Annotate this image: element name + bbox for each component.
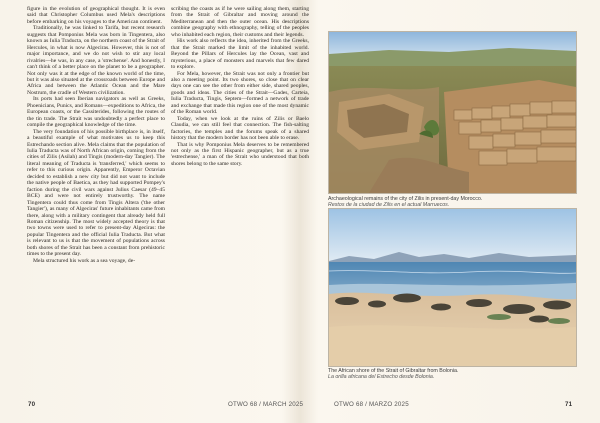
caption-spanish: La orilla africana del Estrecho desde Bolonia. <box>328 374 435 381</box>
caption-english: Archaeological remains of the city of Zilis in present-day Morocco. <box>328 196 483 202</box>
paragraph: figure in the evolution of geographical thought. It is even said that Christopher Columbus used Mela's descriptions before embarking on his voyages to the American continent. <box>27 6 165 25</box>
ruins-photo-caption <box>328 196 578 208</box>
ruins-photo <box>328 31 577 194</box>
paragraph: Today, when we look at the ruins of Zilis or Baelo Claudia, we can still feel that connection. The fish-salting factories, the temples and the forums speak of a shared history that the modern border has not been able to erase. <box>171 115 309 142</box>
paragraph: Traditionally, he was linked to Tarifa, but recent research suggests that Pomponius Mela was born in Tingentera, also known as Iulia Traducta, on the northern coast of the Strait of Hercules, in what is now Algeciras. However, this is not of major importance, and we do not wish to stir any local rivalries—he was, in any case, a 'strechense'. And honestly, I can't think of a better place on the planet to be a geographer. Not only was it at the edge of the known world of the time, but it was also situated at the crossroads between Europe and Africa and between the Atlantic Ocean and the Mare Nostrum, the cradle of Western civilization. <box>27 25 165 96</box>
paragraph: Its ports had seen Iberian navigators as well as Greeks, Phoenicians, Punics, and Romans—expeditions to Africa, the European coasts, or the Cassiterides, following the routes of the tin trade. The Strait was undoubtedly a perfect place to compile the geographical knowledge of the time. <box>27 96 165 129</box>
page-number-right: 71 <box>565 401 573 408</box>
paragraph: His work also reflects the idea, inherited from the Greeks, that the Strait marked the limit of the inhabited world. Beyond the Pillars of Hercules lay the Ocean, vast and mysterious, a place of monsters and marvels that few dared to explore. <box>171 38 309 71</box>
running-head-right: OTWO 68 / MARZO 2025 <box>334 401 409 408</box>
strait-photo <box>328 208 577 367</box>
paragraph: scribing the coasts as if he were sailing along them, starting from the Strait of Gibraltar and moving around the Mediterranean and then the outer ocean. His descriptions combine geography with ethnography, telling of the peoples who inhabited each region, their customs and their legends. <box>171 6 309 38</box>
page-number-left: 70 <box>28 401 36 408</box>
caption-english: The African shore of the Strait of Gibraltar from Bolonia. <box>328 368 459 374</box>
paragraph: The very foundation of his possible birthplace is, in itself, a beautiful example of what motivates us to keep this Estrechando section alive. Mela claims that the population of Iulia Traducta was of North African origin, coming from the cities of Zilis (Asilah) and Tingis (modern-day Tangier). The literal meaning of Traducta is 'transferred,' which seems to refer to this curious origin. Apparently, Emperor Octavian decided to establish a new city but did not want to include the native people of Baetica, as they had supported Pompey's faction during the civil wars against Julius Caesar (49–45 BCE) and were not entirely trustworthy. The name Tingentera could thus come from Tingis Altera ('the other Tangier'), as many of Algeciras' future inhabitants came from there, along with a military contingent that already held full Roman citizenship. The most widely accepted theory is that two towns were used to refer to present-day Algeciras: the popular Tingentera and the official Iulia Traducta. But what is relevant to us is that the movement of populations across both shores of the Strait has been a constant from prehistoric times to the present day. <box>27 128 165 258</box>
left-column-1 <box>27 6 165 398</box>
caption-spanish: Restos de la ciudad de Zilis en el actual Marruecos. <box>328 202 450 209</box>
running-head-left: OTWO 68 / MARCH 2025 <box>228 401 304 408</box>
paragraph: For Mela, however, the Strait was not only a frontier but also a meeting point. Its two shores, so close that on clear days one can see the other from either side, shared peoples, goods and ideas. The cities of the Strait—Gades, Carteia, Iulia Traducta, Tingis, Septem—formed a network of trade and exchange that made this region one of the most dynamic of the Roman world. <box>171 70 309 116</box>
left-column-2 <box>171 6 309 398</box>
paragraph: That is why Pomponius Mela deserves to be remembered not only as the first Hispanic geographer, but as a true 'estrechense,' a man of the Strait who understood that both shores belong to the same story. <box>171 141 309 167</box>
paragraph: Mela structured his work as a sea voyage, de- <box>33 257 136 264</box>
strait-photo-caption <box>328 368 578 380</box>
